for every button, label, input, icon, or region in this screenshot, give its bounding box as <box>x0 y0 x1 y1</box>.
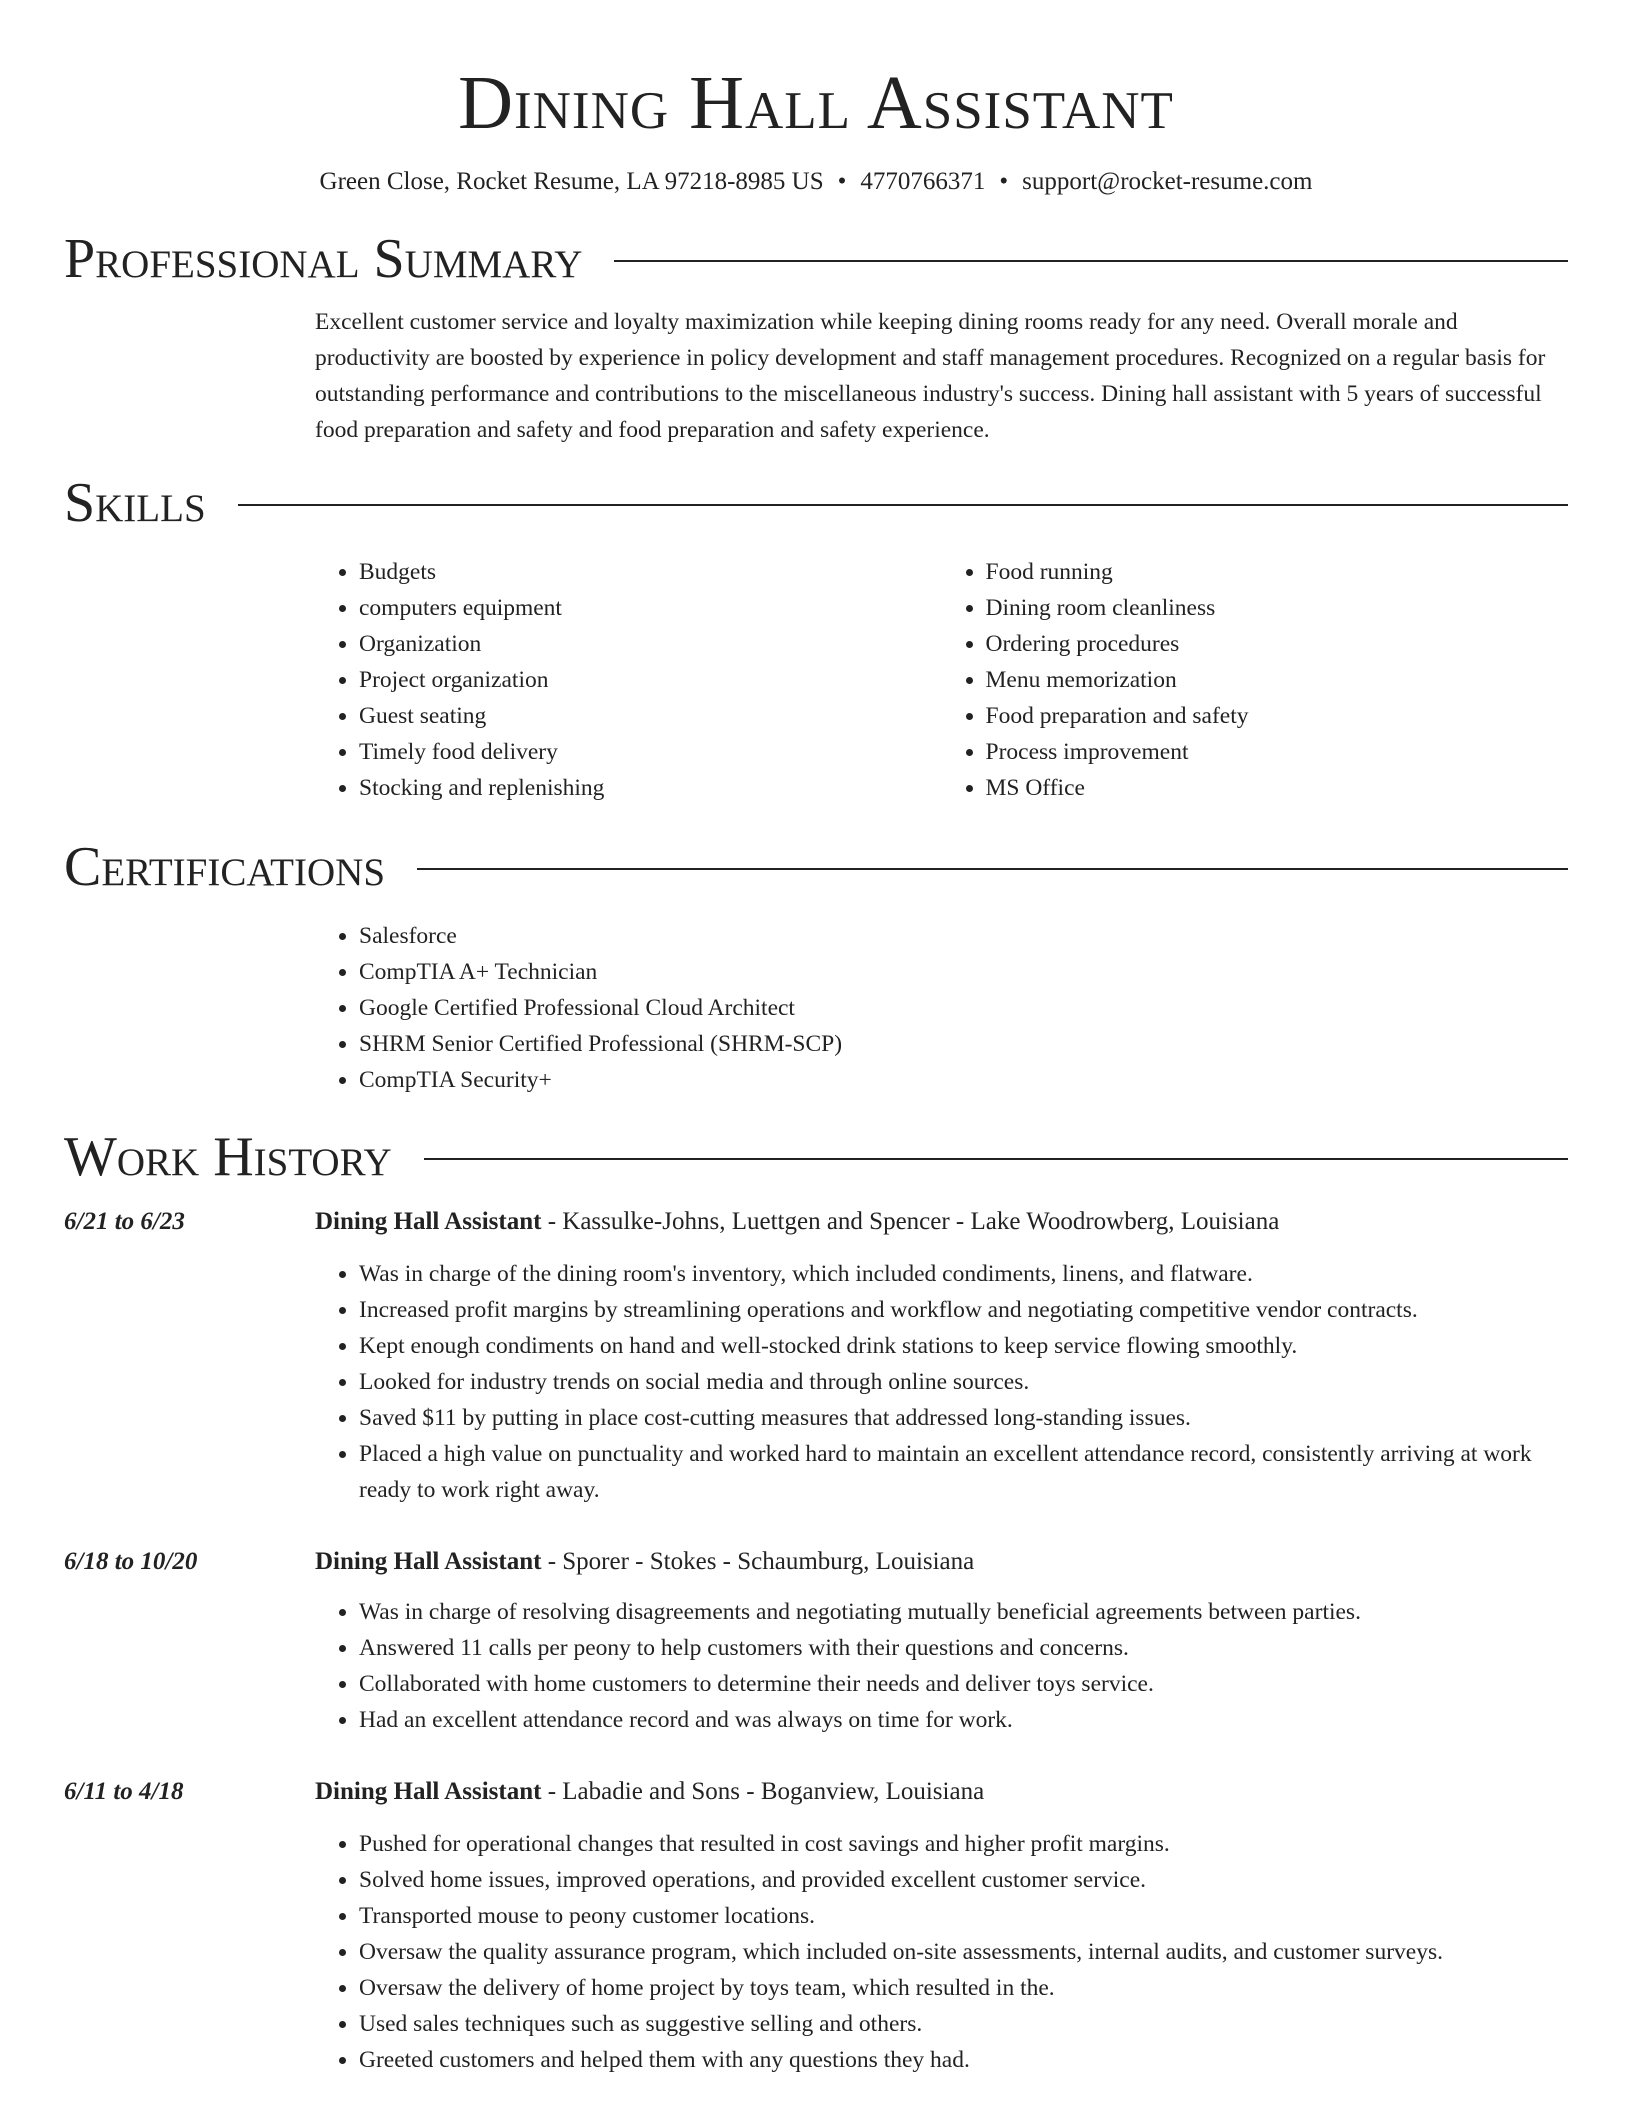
job-entry <box>64 1774 1568 2078</box>
candidate-name: Dining Hall Assistant <box>458 61 1174 145</box>
job-bullet: • Greeted customers and helped them with any questions they had. <box>359 2042 1568 2078</box>
section-header-skills <box>64 470 1568 536</box>
job-bullet: • Increased profit margins by streamlining operations and workflow and negotiating competitive vendor contracts. <box>359 1292 1568 1328</box>
job-details: - Labadie and Sons - Boganview, Louisiana <box>541 1778 985 1805</box>
job-bullet: • Used sales techniques such as suggestive selling and others. <box>359 2006 1568 2042</box>
certifications-list <box>315 918 1568 1098</box>
job-entry <box>64 1204 1568 1508</box>
section-title-summary: Professional Summary <box>64 228 583 290</box>
contact-separator: • <box>999 168 1009 195</box>
certification-item: • CompTIA Security+ <box>359 1062 1568 1098</box>
skill-item: • Organization <box>359 626 942 662</box>
section-header-certifications <box>64 834 1568 900</box>
skills-block <box>315 554 1568 806</box>
job-details: - Sporer - Stokes - Schaumburg, Louisiana <box>541 1548 975 1575</box>
contact-email: support@rocket-resume.com <box>1022 168 1313 195</box>
skill-item: • Project organization <box>359 662 942 698</box>
resume-page <box>64 0 1568 2078</box>
skill-item: • Process improvement <box>986 734 1569 770</box>
contact-line <box>64 166 1568 198</box>
skill-item: • Menu memorization <box>986 662 1569 698</box>
job-heading <box>315 1544 974 1580</box>
skill-item: • Budgets <box>359 554 942 590</box>
job-dates: 6/21 to 6/23 <box>64 1208 185 1235</box>
job-header <box>64 1204 1568 1240</box>
job-entry <box>64 1544 1568 1738</box>
job-bullet: • Answered 11 calls per peony to help customers with their questions and concerns. <box>359 1630 1568 1666</box>
section-divider <box>238 504 1568 506</box>
section-header-work-history <box>64 1124 1568 1190</box>
skill-item: • Timely food delivery <box>359 734 942 770</box>
job-bullet: • Was in charge of the dining room's inventory, which included condiments, linens, and flatware. <box>359 1256 1568 1292</box>
job-bullets <box>315 1256 1568 1508</box>
job-bullet: • Looked for industry trends on social media and through online sources. <box>359 1364 1568 1400</box>
skill-item: • Food preparation and safety <box>986 698 1569 734</box>
job-title: Dining Hall Assistant <box>315 1548 542 1575</box>
summary-text: Excellent customer service and loyalty maximization while keeping dining rooms ready for any need. Overall morale and productivity are boosted by experience in policy development and staff management procedures. Recognized on a regular basis for outstanding performance and contributions to the miscellaneous industry's success. Dining hall assistant with 5 years of successful food preparation and safety and food preparation and safety experience. <box>315 309 1546 443</box>
job-title: Dining Hall Assistant <box>315 1208 542 1235</box>
job-bullet: • Kept enough condiments on hand and well-stocked drink stations to keep service flowing smoothly. <box>359 1328 1568 1364</box>
job-bullet: • Oversaw the delivery of home project by toys team, which resulted in the. <box>359 1970 1568 2006</box>
job-bullet: • Had an excellent attendance record and was always on time for work. <box>359 1702 1568 1738</box>
job-heading <box>315 1774 984 1810</box>
job-bullet: • Saved $11 by putting in place cost-cutting measures that addressed long-standing issues. <box>359 1400 1568 1436</box>
job-bullet: • Placed a high value on punctuality and worked hard to maintain an excellent attendance record, consistently arriving at work ready to work right away. <box>359 1436 1568 1508</box>
contact-phone: 4770766371 <box>860 168 986 195</box>
job-dates: 6/11 to 4/18 <box>64 1778 184 1805</box>
job-bullet: • Transported mouse to peony customer locations. <box>359 1898 1568 1934</box>
section-title-certifications: Certifications <box>64 836 386 898</box>
skill-item: • Stocking and replenishing <box>359 770 942 806</box>
job-bullet: • Pushed for operational changes that resulted in cost savings and higher profit margins. <box>359 1826 1568 1862</box>
job-bullets <box>315 1594 1568 1738</box>
job-title: Dining Hall Assistant <box>315 1778 542 1805</box>
section-header-summary <box>64 226 1568 292</box>
skill-item: • Dining room cleanliness <box>986 590 1569 626</box>
certifications-block <box>315 918 1568 1098</box>
job-header <box>64 1774 1568 1810</box>
job-bullet: • Was in charge of resolving disagreements and negotiating mutually beneficial agreements between parties. <box>359 1594 1568 1630</box>
skills-list-right <box>942 554 1569 806</box>
contact-separator: • <box>837 168 847 195</box>
job-dates: 6/18 to 10/20 <box>64 1548 198 1575</box>
section-divider <box>614 260 1568 262</box>
job-header <box>64 1544 1568 1580</box>
job-heading <box>315 1204 1279 1240</box>
skill-item: • Food running <box>986 554 1569 590</box>
certification-item: • Google Certified Professional Cloud Architect <box>359 990 1568 1026</box>
skill-item: • MS Office <box>986 770 1569 806</box>
skills-list-left <box>315 554 942 806</box>
job-bullets <box>315 1826 1568 2078</box>
certification-item: • SHRM Senior Certified Professional (SHRM-SCP) <box>359 1026 1568 1062</box>
job-bullet: • Solved home issues, improved operations, and provided excellent customer service. <box>359 1862 1568 1898</box>
skill-item: • computers equipment <box>359 590 942 626</box>
contact-address: Green Close, Rocket Resume, LA 97218-8985 US <box>319 168 824 195</box>
certification-item: • CompTIA A+ Technician <box>359 954 1568 990</box>
job-bullet: • Collaborated with home customers to determine their needs and deliver toys service. <box>359 1666 1568 1702</box>
job-details: - Kassulke-Johns, Luettgen and Spencer - Lake Woodrowberg, Louisiana <box>541 1208 1280 1235</box>
skill-item: • Ordering procedures <box>986 626 1569 662</box>
job-bullet: • Oversaw the quality assurance program, which included on-site assessments, internal audits, and customer surveys. <box>359 1934 1568 1970</box>
certification-item: • Salesforce <box>359 918 1568 954</box>
summary-block <box>315 304 1568 448</box>
section-title-work-history: Work History <box>64 1126 392 1188</box>
skill-item: • Guest seating <box>359 698 942 734</box>
section-title-skills: Skills <box>64 472 206 534</box>
section-divider <box>424 1158 1568 1160</box>
section-divider <box>417 868 1568 870</box>
